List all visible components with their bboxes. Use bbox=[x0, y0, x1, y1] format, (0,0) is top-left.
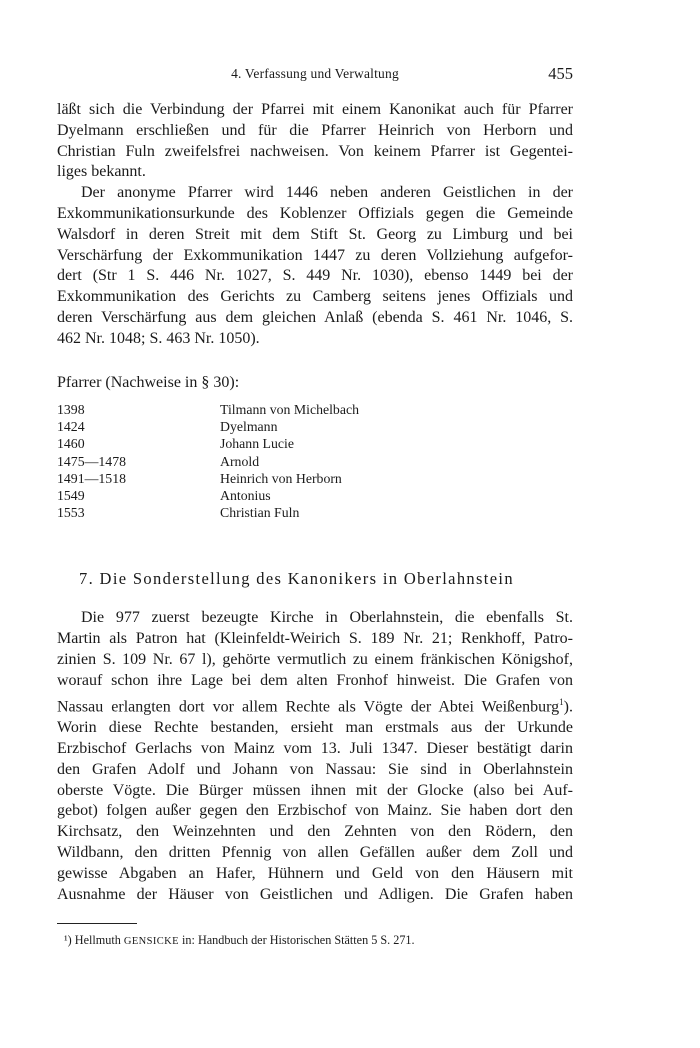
footnote-divider bbox=[57, 923, 137, 924]
list-item bbox=[57, 401, 573, 418]
text-line: den Grafen Adolf und Johann von Nassau: Sie sind in Oberlahnstein bbox=[57, 760, 573, 778]
list-item bbox=[57, 487, 573, 504]
text-line: Kirchsatz, den Weinzehnten und den Zehnten von den Rödern, den bbox=[57, 823, 573, 841]
text-fragment: ). bbox=[563, 697, 573, 715]
pfarrer-list-title: Pfarrer (Nachweise in § 30): bbox=[57, 374, 240, 391]
text-line: 462 Nr. 1048; S. 463 Nr. 1050). bbox=[57, 329, 260, 347]
list-year: 1549 bbox=[57, 488, 85, 504]
text-line: deren Verschärfung aus dem gleichen Anlaß (ebenda S. 461 Nr. 1046, S. bbox=[57, 308, 573, 326]
paragraph-3 bbox=[57, 608, 573, 906]
text-line-with-note bbox=[57, 692, 573, 718]
list-name: Arnold bbox=[220, 453, 260, 469]
text-line: läßt sich die Verbindung der Pfarrei mit einem Kanonikat auch für Pfarrer bbox=[57, 101, 573, 118]
list-name: Tilmann von Michelbach bbox=[220, 402, 359, 417]
text-line: oberste Vögte. Die Bürger müssen ihnen mit der Glocke (also bei Auf- bbox=[57, 781, 573, 799]
body-text-upper bbox=[57, 100, 573, 350]
list-year: 1553 bbox=[57, 505, 85, 521]
text-line: Die 977 zuerst bezeugte Kirche in Oberlahnstein, die ebenfalls St. bbox=[81, 609, 573, 626]
list-year: 1491—1518 bbox=[57, 470, 126, 486]
list-item bbox=[57, 453, 573, 470]
text-line: Martin als Patron hat (Kleinfeldt-Weirich S. 189 Nr. 21; Renkhoff, Patro- bbox=[57, 629, 573, 647]
list-name: Heinrich von Herborn bbox=[220, 470, 342, 486]
text-line: Exkommunikationsurkunde des Koblenzer Offizials gegen die Gemeinde bbox=[57, 204, 573, 222]
text-fragment: Nassau erlangten dort vor allem Rechte als Vögte der Abtei Weißenburg bbox=[57, 697, 560, 715]
text-line: worauf schon ihre Lage bei dem alten Fronhof hinweist. Die Grafen von bbox=[57, 671, 573, 689]
page-header bbox=[57, 64, 573, 84]
list-year: 1424 bbox=[57, 419, 85, 435]
text-line: Der anonyme Pfarrer wird 1446 neben anderen Geistlichen in der bbox=[81, 184, 573, 202]
list-item bbox=[57, 418, 573, 435]
text-line: Wildbann, den dritten Pfennig von allen Gefällen außer dem Zoll und bbox=[57, 844, 573, 862]
footnote-text: in: Handbuch der Historischen Stätten 5 S. 271. bbox=[182, 933, 415, 947]
text-line: Walsdorf in deren Streit mit dem Stift St. Georg zu Limburg und bei bbox=[57, 225, 573, 243]
list-item bbox=[57, 504, 573, 521]
list-item bbox=[57, 470, 573, 487]
footnote-reference[interactable]: 1 bbox=[559, 696, 564, 707]
text-line: gewisse Abgaben an Hafer, Hühnern und Geld von den Häusern mit bbox=[57, 865, 573, 883]
pfarrer-list bbox=[57, 401, 573, 521]
text-line: zinien S. 109 Nr. 67 l), gehörte vermutlich zu einem fränkischen Königshof, bbox=[57, 650, 573, 668]
section-heading: 7. Die Sonderstellung des Kanonikers in Oberlahnstein bbox=[79, 569, 514, 588]
text-line: Worin diese Rechte bestanden, ersieht man erstmals aus der Urkunde bbox=[57, 718, 573, 736]
running-head: 4. Verfassung und Verwaltung bbox=[231, 66, 399, 81]
list-name: Antonius bbox=[220, 488, 271, 504]
paragraph-2 bbox=[57, 183, 573, 349]
footnote-author-last: GENSICKE bbox=[123, 936, 179, 947]
footnote-marker: ¹) bbox=[64, 933, 72, 947]
list-name: Dyelmann bbox=[220, 419, 278, 435]
footnote bbox=[64, 933, 415, 948]
paragraph-1 bbox=[57, 100, 573, 183]
text-line: gebot) folgen außer gegen den Erzbischof von Mainz. Sie haben dort den bbox=[57, 802, 573, 820]
list-name: Johann Lucie bbox=[220, 436, 294, 452]
text-line: Exkommunikation des Gerichts zu Camberg seitens jenes Offizials und bbox=[57, 288, 573, 306]
list-year: 1460 bbox=[57, 436, 85, 452]
text-line: Erzbischof Gerlachs von Mainz vom 13. Juli 1347. Dieser bestätigt darin bbox=[57, 739, 573, 757]
list-year: 1398 bbox=[57, 402, 85, 417]
text-line: Dyelmann erschließen und für die Pfarrer Heinrich von Herborn und bbox=[57, 121, 573, 139]
footnote-author-first: Hellmuth bbox=[74, 933, 121, 947]
text-line: Ausnahme der Häuser von Geistlichen und Adligen. Die Grafen haben bbox=[57, 886, 573, 904]
page-number: 455 bbox=[548, 64, 573, 83]
text-line: Christian Fuln zweifelsfrei nachweisen. Von keinem Pfarrer ist Gegentei- bbox=[57, 142, 573, 160]
list-name: Christian Fuln bbox=[220, 505, 300, 521]
list-item bbox=[57, 435, 573, 452]
list-year: 1475—1478 bbox=[57, 453, 126, 469]
text-line: liges bekannt. bbox=[57, 163, 146, 181]
text-line: dert (Str 1 S. 446 Nr. 1027, S. 449 Nr. 1030), ebenso 1449 bei der bbox=[57, 267, 573, 285]
body-text-lower bbox=[57, 608, 573, 906]
text-line: Verschärfung der Exkommunikation 1447 zu deren Vollziehung aufgefor- bbox=[57, 246, 573, 264]
